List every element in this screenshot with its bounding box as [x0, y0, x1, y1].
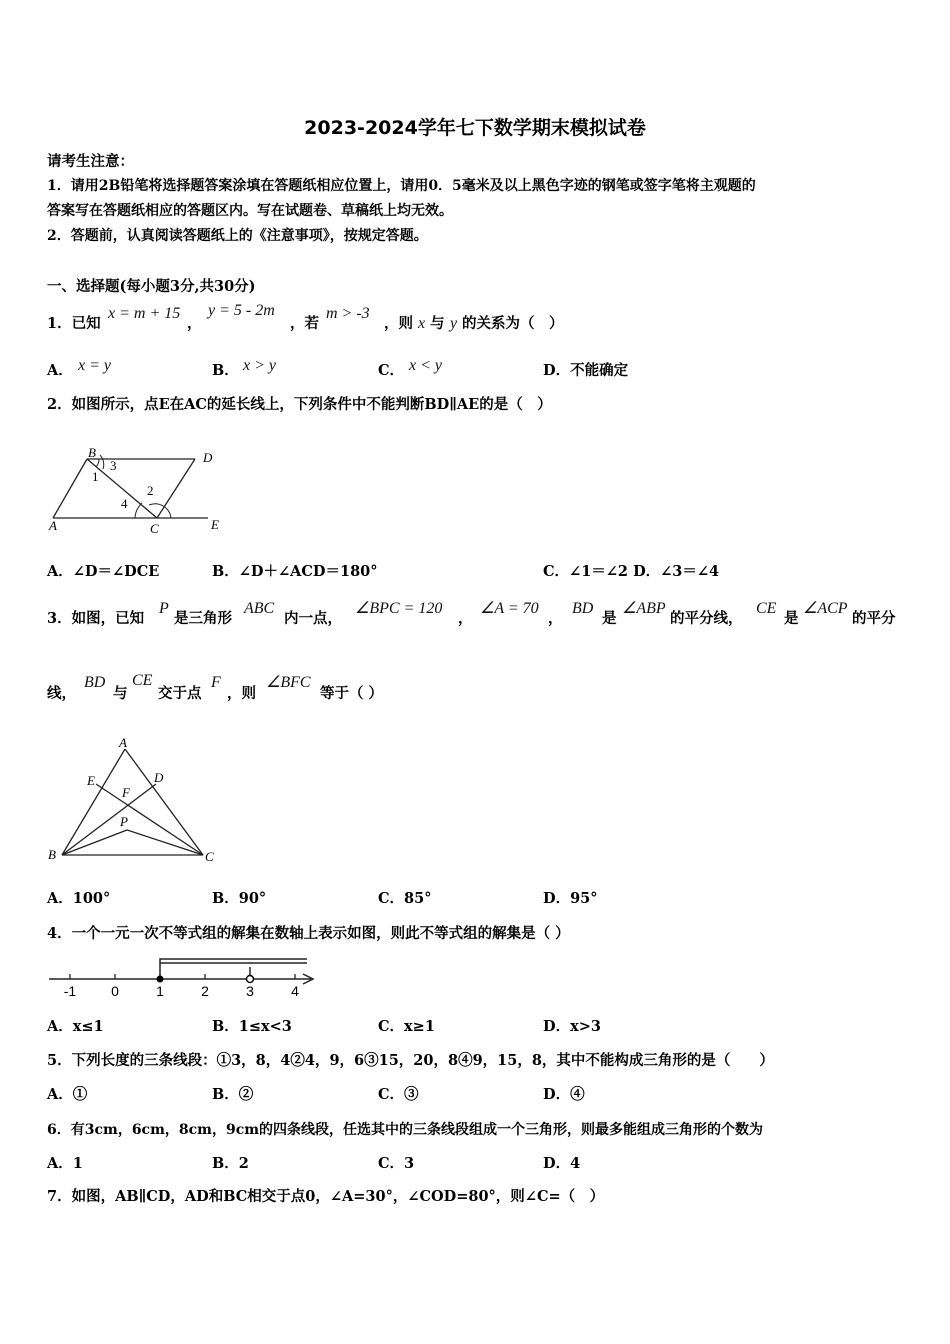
- q4-tick-label: 2: [201, 983, 209, 999]
- q1-eq2: y = 5 - 2m: [208, 302, 275, 319]
- q3-fig-b: B: [48, 847, 56, 862]
- q2-text: 2．如图所示，点E在AC的延长线上，下列条件中不能判断BD∥AE的是（ ）: [47, 396, 552, 413]
- q5-option-a: A．①: [47, 1086, 88, 1103]
- q5-option-d: D．④: [543, 1086, 585, 1103]
- q3-text-1: 是三角形: [174, 610, 232, 627]
- q1-eq1: x = m + 15: [108, 305, 181, 322]
- q2-option-a: A．∠D＝∠DCE: [47, 563, 160, 580]
- q4-text: 4．一个一元一次不等式组的解集在数轴上表示如图，则此不等式组的解集是（ ）: [47, 925, 570, 942]
- section-heading: 一、选择题(每小题3分,共30分): [47, 278, 256, 295]
- q3-text-2: 内一点，: [284, 610, 342, 627]
- q3-bd: BD: [572, 600, 594, 617]
- q3-angle-abp: ∠ABP: [622, 600, 666, 617]
- q4-tick-label: 0: [111, 983, 119, 999]
- q6-option-d: D．4: [543, 1155, 581, 1172]
- q5-option-b: B．②: [212, 1086, 254, 1103]
- q1-tail-b: 的关系为（ ）: [462, 315, 564, 332]
- q2-option-b: B．∠D＋∠ACD＝180°: [212, 563, 378, 580]
- q3-prefix: 3．如图，已知: [47, 610, 145, 627]
- q3-deng: 等于（ ）: [320, 685, 384, 702]
- q4-tick-label: 1: [156, 983, 164, 999]
- notice-heading: 请考生注意：: [47, 153, 134, 170]
- page-title: 2023-2024学年七下数学期末模拟试卷: [304, 117, 646, 139]
- q4-solution-bracket: [160, 959, 307, 979]
- q3-ce: CE: [756, 600, 777, 617]
- q4-open-point: [247, 976, 254, 983]
- notice-line-2: 2．答题前，认真阅读答题纸上的《注意事项》，按规定答题。: [47, 228, 428, 244]
- q3-ze: ，则: [227, 685, 256, 702]
- q2-label-1: 1: [92, 469, 99, 484]
- q1-prefix: 1．已知: [47, 315, 101, 332]
- q3-jiao: 交于点: [158, 685, 202, 702]
- q3-ce-2: CE: [132, 672, 153, 689]
- q4-option-c: C．x≥1: [378, 1018, 435, 1035]
- q3-fig-f: F: [122, 785, 130, 800]
- q3-comma-1: ，: [458, 610, 473, 627]
- q3-figure: [45, 735, 225, 865]
- q1-tail-a: ，则: [384, 315, 413, 332]
- q2-label-e: E: [211, 517, 219, 532]
- q3-f: F: [211, 674, 221, 691]
- q6-option-b: B．2: [212, 1155, 249, 1172]
- q3-fig-e: E: [87, 773, 95, 788]
- q3-option-d: D．95°: [543, 890, 598, 907]
- q3-fig-a: A: [119, 735, 127, 750]
- q1-x: x: [418, 315, 426, 332]
- q1-option-c-math: x < y: [409, 357, 442, 374]
- q5-text: 5．下列长度的三条线段：①3，8，4②4，9，6③15，20，8④9，15，8，其中不能构成三角形的是（ ）: [47, 1052, 774, 1069]
- q3-fig-p: P: [120, 814, 128, 829]
- q4-option-a: A．x≤1: [47, 1018, 104, 1035]
- q1-comma: ，: [187, 315, 202, 332]
- q3-option-c: C．85°: [378, 890, 432, 907]
- q2-label-a: A: [49, 518, 57, 533]
- q2-label-4: 4: [121, 496, 128, 511]
- q3-fig-c: C: [205, 849, 214, 864]
- q3-bisect-2: 的平分: [852, 610, 896, 627]
- q1-yu: 与: [430, 315, 445, 332]
- q4-option-b: B．1≤x<3: [212, 1018, 292, 1035]
- q4-tick-label: 3: [246, 983, 254, 999]
- q1-option-b-math: x > y: [243, 357, 276, 374]
- q3-yu: 与: [113, 685, 128, 702]
- q3-angle-acp: ∠ACP: [803, 600, 848, 617]
- q3-p: P: [159, 600, 169, 617]
- q3-abc: ABC: [244, 600, 275, 617]
- q7-text: 7．如图，AB∥CD，AD和BC相交于点0，∠A=30°，∠COD=80°，则∠C=（ ）: [47, 1188, 605, 1205]
- q1-option-b-label: B．: [212, 362, 239, 379]
- q2-label-b: B: [88, 445, 96, 460]
- q1-cond: m > -3: [326, 305, 370, 322]
- q6-option-c: C．3: [378, 1155, 415, 1172]
- q3-angle-a: ∠A = 70: [480, 600, 539, 617]
- q2-option-cd: C．∠1＝∠2 D．∠3＝∠4: [543, 563, 720, 580]
- q4-tick-label: -1: [63, 983, 77, 999]
- q3-shi-2: 是: [784, 610, 799, 627]
- notice-line-1: 1．请用2B铅笔将选择题答案涂填在答题纸相应位置上，请用0．5毫米及以上黑色字迹的钢笔或签字笔将主观题的: [47, 178, 756, 194]
- q3-shi-1: 是: [602, 610, 617, 627]
- q1-option-d: D．不能确定: [543, 362, 629, 379]
- q3-angle-bpc: ∠BPC = 120: [355, 600, 443, 617]
- q4-tick-label: 4: [291, 983, 299, 999]
- q1-option-c-label: C．: [378, 362, 405, 379]
- q4-closed-point: [157, 976, 164, 983]
- q6-option-a: A．1: [47, 1155, 83, 1172]
- q4-option-d: D．x>3: [543, 1018, 601, 1035]
- q2-label-3: 3: [110, 458, 117, 473]
- notice-line-1b: 答案写在答题纸相应的答题区内。写在试题卷、草稿纸上均无效。: [47, 203, 453, 219]
- q2-figure: [45, 445, 225, 535]
- q1-y: y: [450, 315, 458, 332]
- q2-label-2: 2: [147, 483, 154, 498]
- q3-option-a: A．100°: [47, 890, 111, 907]
- q5-option-c: C．③: [378, 1086, 419, 1103]
- q3-bisect-1: 的平分线，: [670, 610, 743, 627]
- q3-bd-2: BD: [84, 674, 106, 691]
- q3-angle-bfc: ∠BFC: [266, 674, 311, 691]
- q1-option-a-label: A．: [47, 362, 73, 379]
- q2-label-d: D: [203, 450, 213, 465]
- q1-option-a-math: x = y: [78, 357, 111, 374]
- q2-label-c: C: [150, 521, 159, 536]
- q3-comma-2: ，: [548, 610, 563, 627]
- q3-option-b: B．90°: [212, 890, 267, 907]
- q3-fig-d: D: [154, 770, 164, 785]
- q3-line2-prefix: 线，: [47, 685, 76, 702]
- q6-text: 6．有3cm，6cm，8cm，9cm的四条线段，任选其中的三条线段组成一个三角形，则最多能组成三角形的个数为: [47, 1122, 764, 1138]
- q1-ruo: ，若: [290, 315, 319, 332]
- q4-number-line: [45, 955, 325, 1005]
